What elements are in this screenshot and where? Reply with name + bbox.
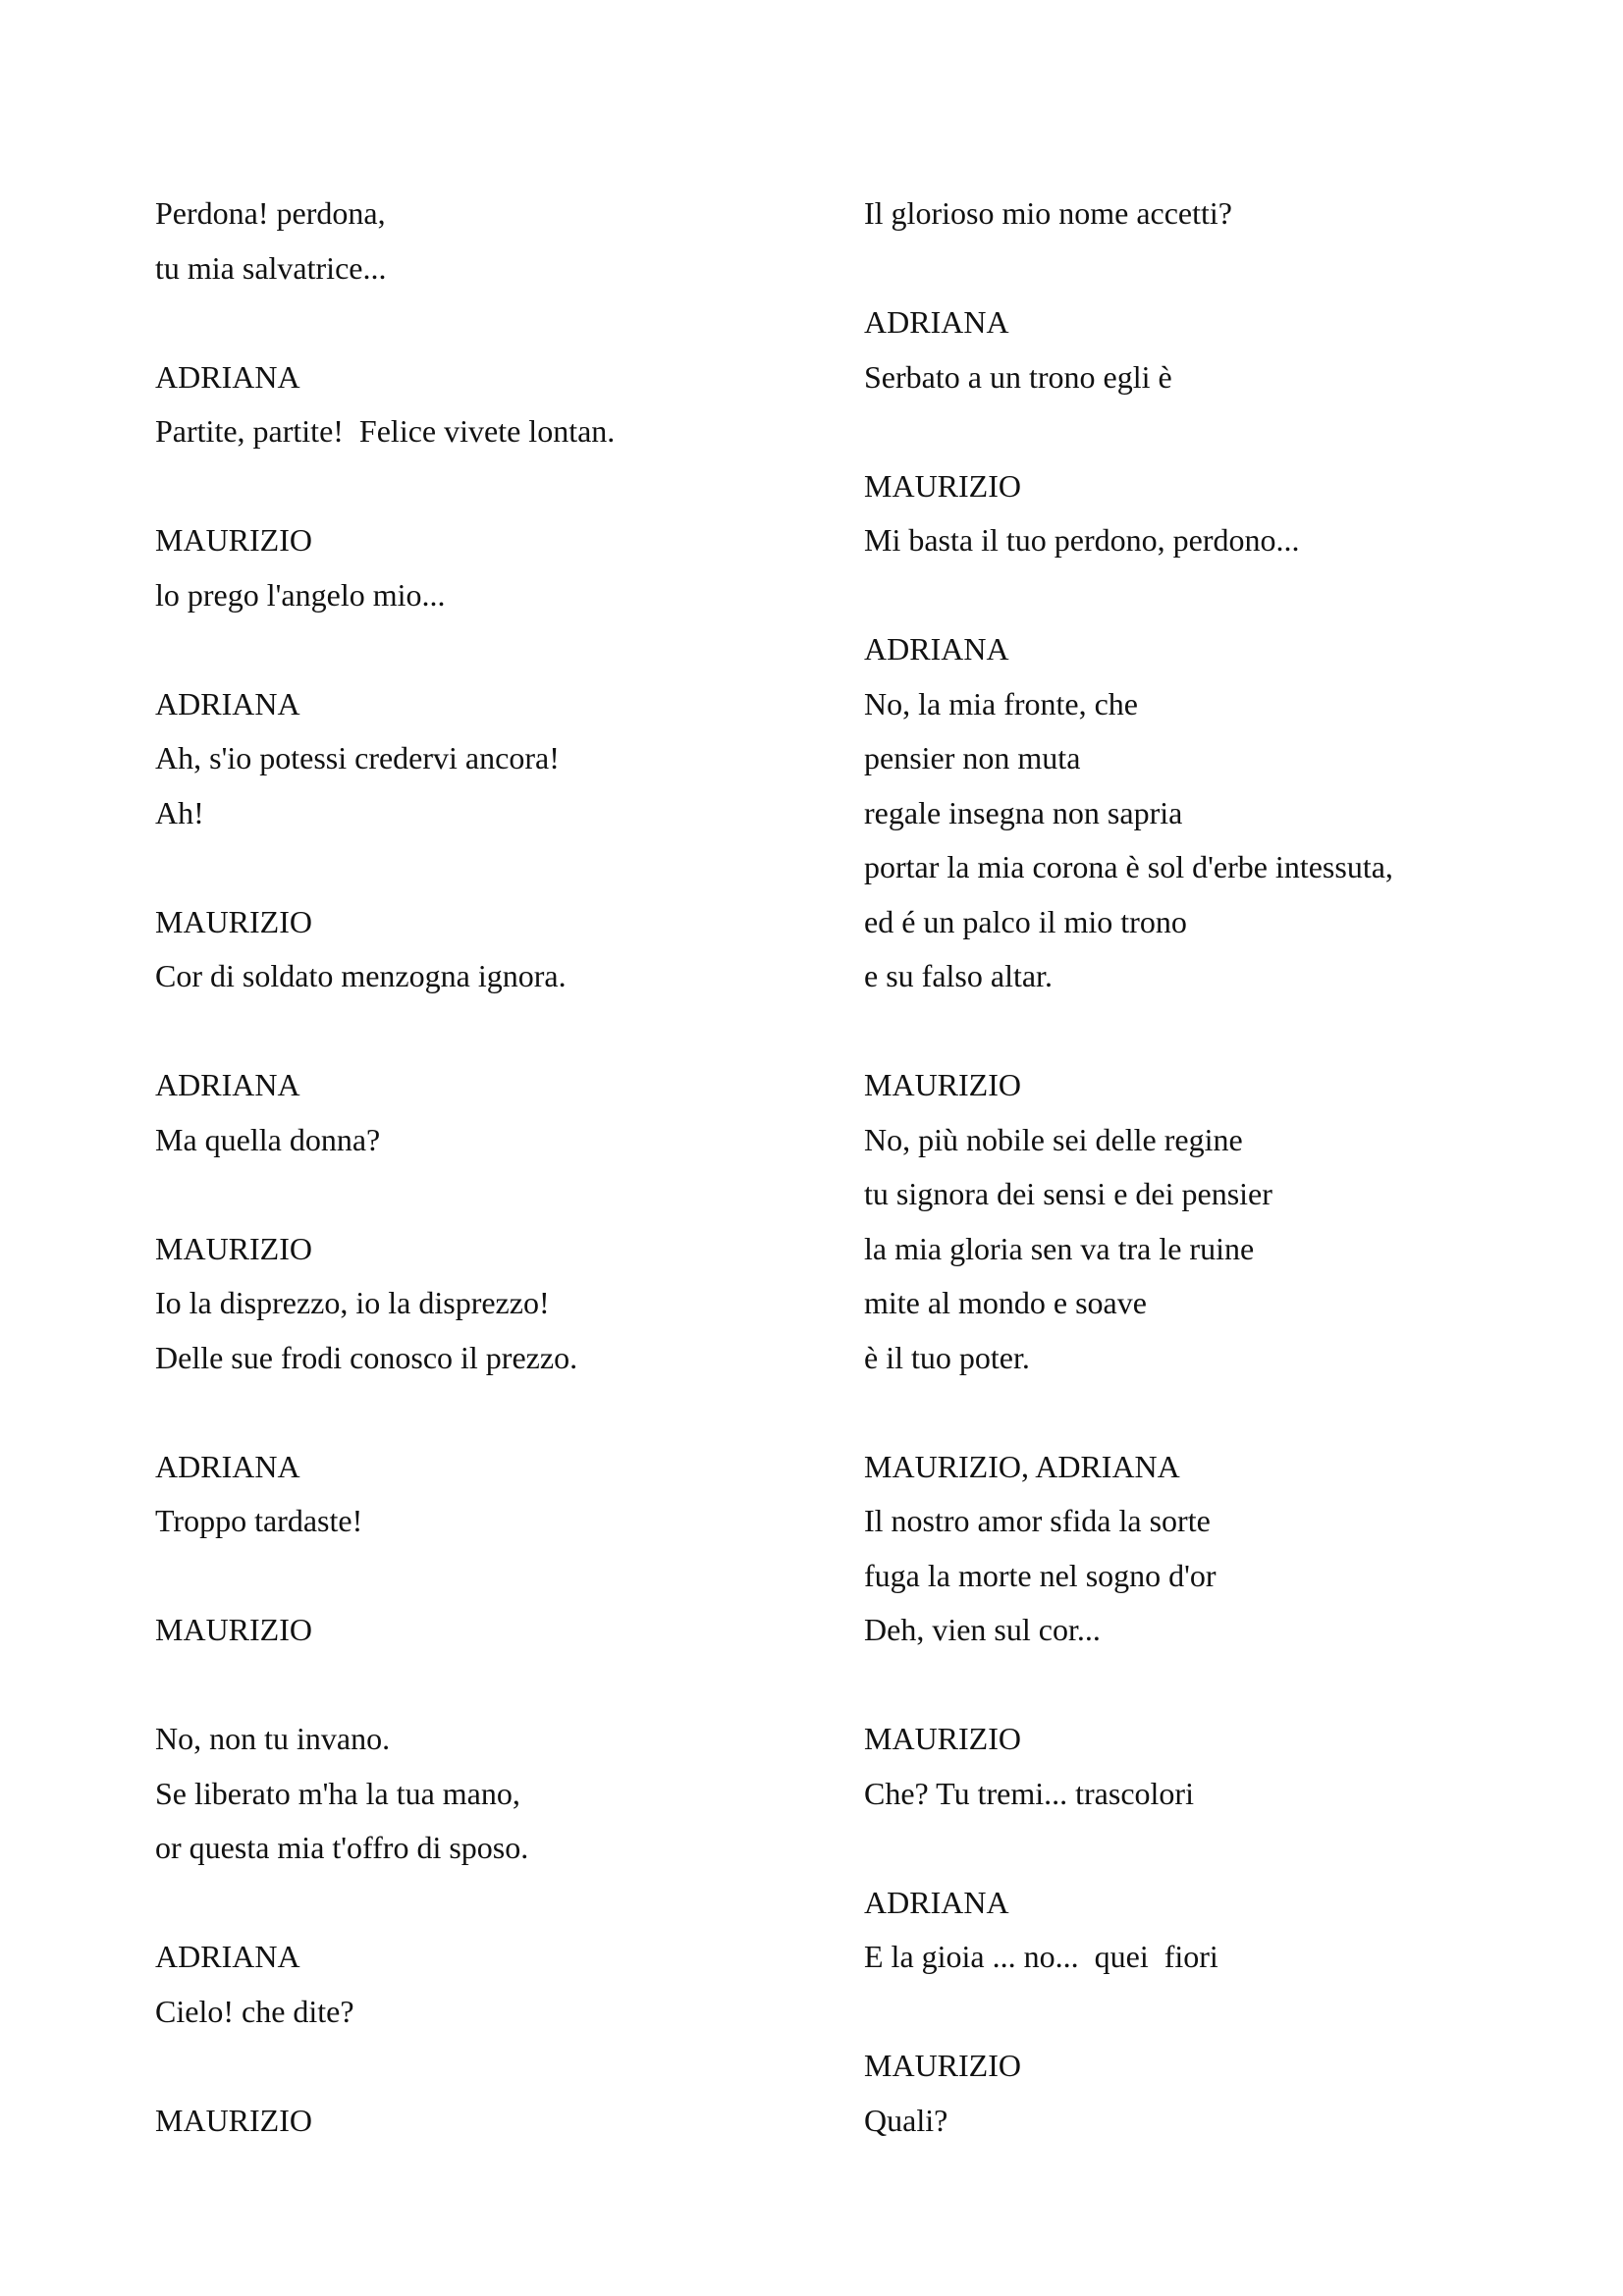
speaker-name: MAURIZIO: [864, 467, 1021, 504]
speaker-name: MAURIZIO: [864, 1067, 1021, 1102]
blank-line: [864, 1985, 1623, 2040]
blank-line: [155, 1549, 921, 1604]
verse-line: Ma quella donna?: [155, 1121, 381, 1157]
blank-line: [864, 404, 1623, 459]
left-column: [155, 187, 921, 2148]
speaker-name: MAURIZIO: [155, 1230, 312, 1266]
blank-line: [155, 2039, 921, 2094]
speaker-name: MAURIZIO: [864, 2048, 1021, 2083]
verse-line: pensier non muta: [864, 740, 1081, 775]
verse-line: lo prego l'angelo mio...: [155, 576, 446, 613]
verse-line: or questa mia t'offro di sposo.: [155, 1830, 529, 1865]
verse-line: Partite, partite! Felice vivete lontan.: [155, 413, 616, 449]
verse-line: Troppo tardaste!: [155, 1503, 363, 1538]
blank-line: [864, 1004, 1623, 1059]
blank-line: [155, 1167, 921, 1222]
blank-line: [864, 1658, 1623, 1713]
verse-line: tu mia salvatrice...: [155, 249, 387, 286]
verse-line: Perdona! perdona,: [155, 195, 386, 231]
verse-line: Deh, vien sul cor...: [864, 1612, 1101, 1647]
speaker-name: MAURIZIO: [155, 2102, 312, 2138]
speaker-name: MAURIZIO: [864, 1721, 1021, 1756]
verse-line: Cor di soldato menzogna ignora.: [155, 958, 567, 993]
verse-line: Io la disprezzo, io la disprezzo!: [155, 1285, 550, 1320]
verse-line: Quali?: [864, 2102, 948, 2138]
verse-line: ed é un palco il mio trono: [864, 903, 1187, 939]
verse-line: tu signora dei sensi e dei pensier: [864, 1176, 1272, 1211]
verse-line: Serbato a un trono egli è: [864, 358, 1172, 395]
verse-line: Se liberato m'ha la tua mano,: [155, 1775, 520, 1811]
blank-line: [155, 622, 921, 677]
verse-line: Ah, s'io potessi credervi ancora!: [155, 740, 560, 775]
speaker-name: ADRIANA: [155, 1448, 300, 1484]
verse-line: la mia gloria sen va tra le ruine: [864, 1230, 1255, 1266]
verse-line: e su falso altar.: [864, 958, 1053, 993]
speaker-name: MAURIZIO: [155, 1612, 312, 1647]
speaker-name: ADRIANA: [155, 358, 300, 395]
blank-line: [864, 241, 1623, 296]
verse-line: portar la mia corona è sol d'erbe intessuta,: [864, 849, 1393, 884]
blank-line: [864, 568, 1623, 623]
blank-line: [864, 1821, 1623, 1876]
verse-line: Cielo! che dite?: [155, 1993, 354, 2029]
blank-line: [155, 840, 921, 895]
blank-line: [155, 459, 921, 514]
verse-line: fuga la morte nel sogno d'or: [864, 1557, 1217, 1593]
verse-line: mite al mondo e soave: [864, 1285, 1147, 1320]
right-column: [864, 187, 1623, 2148]
verse-line: Il glorioso mio nome accetti?: [864, 195, 1232, 231]
verse-line: No, più nobile sei delle regine: [864, 1121, 1243, 1157]
speaker-name: ADRIANA: [864, 304, 1009, 340]
speaker-name: MAURIZIO, ADRIANA: [864, 1448, 1180, 1484]
blank-line: [155, 1658, 921, 1713]
verse-line: Che? Tu tremi... trascolori: [864, 1775, 1194, 1811]
verse-line: Delle sue frodi conosco il prezzo.: [155, 1339, 578, 1375]
verse-line: è il tuo poter.: [864, 1339, 1030, 1375]
verse-line: No, non tu invano.: [155, 1721, 391, 1756]
verse-line: Il nostro amor sfida la sorte: [864, 1503, 1211, 1538]
blank-line: [155, 1004, 921, 1059]
speaker-name: ADRIANA: [864, 1884, 1009, 1920]
verse-line: E la gioia ... no... quei fiori: [864, 1939, 1218, 1974]
speaker-name: ADRIANA: [155, 685, 300, 721]
speaker-name: MAURIZIO: [155, 522, 312, 558]
verse-line: No, la mia fronte, che: [864, 685, 1138, 721]
blank-line: [155, 1876, 921, 1931]
blank-line: [155, 295, 921, 350]
blank-line: [864, 1385, 1623, 1440]
verse-line: regale insegna non sapria: [864, 794, 1183, 830]
speaker-name: ADRIANA: [155, 1067, 300, 1102]
blank-line: [155, 1385, 921, 1440]
verse-line: Mi basta il tuo perdono, perdono...: [864, 522, 1300, 558]
speaker-name: ADRIANA: [864, 631, 1009, 667]
verse-line: Ah!: [155, 794, 204, 830]
speaker-name: MAURIZIO: [155, 903, 312, 939]
speaker-name: ADRIANA: [155, 1939, 300, 1974]
